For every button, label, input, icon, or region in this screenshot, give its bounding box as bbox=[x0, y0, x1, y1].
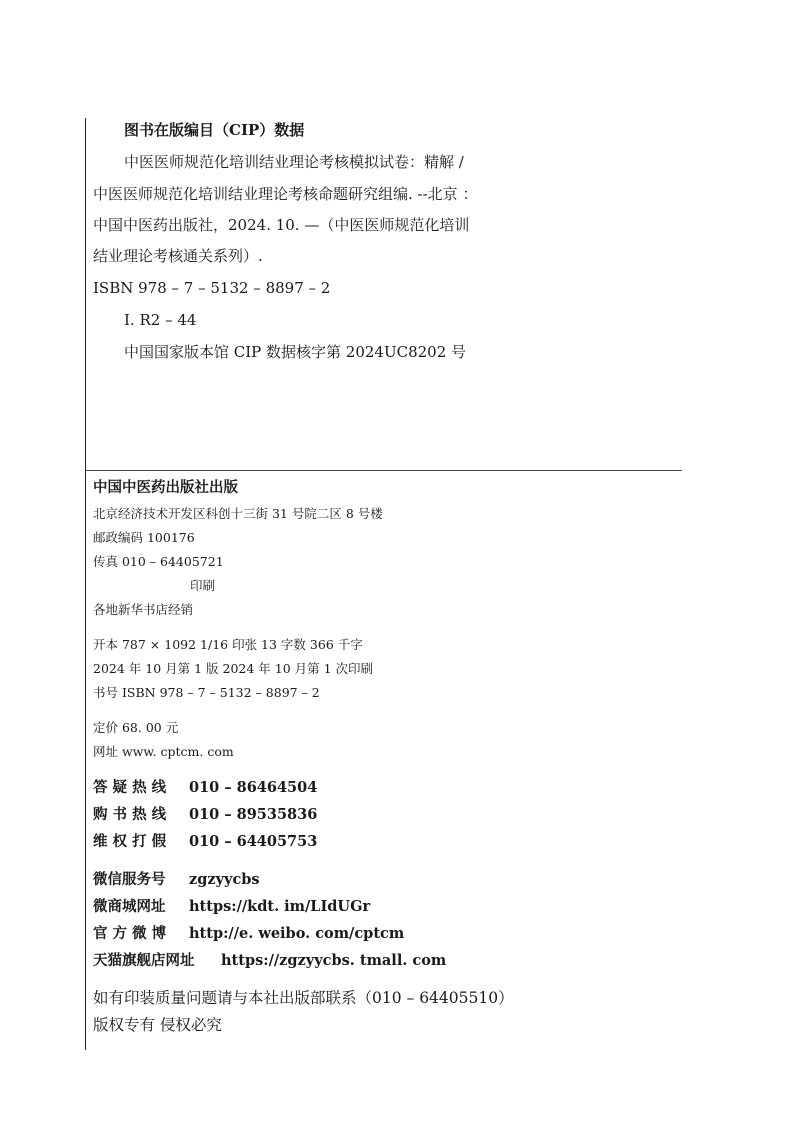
cip-heading: 图书在版编目（CIP）数据 bbox=[124, 121, 305, 139]
cip-line-4: 结业理论考核通关系列）. bbox=[93, 247, 263, 265]
weibo-label: 官 方 微 博 bbox=[93, 925, 167, 942]
hotline-antipiracy-label: 维 权 打 假 bbox=[93, 833, 167, 850]
hotline-qa-label: 答 疑 热 线 bbox=[93, 779, 167, 796]
wechat-label: 微信服务号 bbox=[93, 871, 166, 888]
left-margin-rule bbox=[85, 118, 86, 1050]
quality-notice: 如有印装质量问题请与本社出版部联系（010 – 64405510） bbox=[93, 989, 514, 1007]
hotline-purchase-label: 购 书 热 线 bbox=[93, 806, 167, 823]
cip-line-3: 中国中医药出版社，2024. 10. —（中医医师规范化培训 bbox=[93, 216, 470, 234]
tmall-label: 天猫旗舰店网址 bbox=[93, 952, 195, 969]
publisher-name: 中国中医药出版社出版 bbox=[93, 479, 238, 496]
book-number: 书号 ISBN 978 – 7 – 5132 – 8897 – 2 bbox=[93, 685, 320, 700]
hotline-antipiracy-number: 010 – 64405753 bbox=[189, 833, 318, 850]
postal-code: 邮政编码 100176 bbox=[93, 530, 195, 545]
micro-mall-link[interactable]: https://kdt. im/LIdUGr bbox=[189, 898, 371, 915]
hotline-purchase-number: 010 – 89535836 bbox=[189, 806, 318, 823]
price: 定价 68. 00 元 bbox=[93, 720, 179, 735]
edition-info: 2024 年 10 月第 1 版 2024 年 10 月第 1 次印刷 bbox=[93, 661, 374, 676]
hotline-qa-number: 010 – 86464504 bbox=[189, 779, 318, 796]
wechat-id: zgzyycbs bbox=[189, 871, 260, 888]
copyright-notice: 版权专有 侵权必究 bbox=[93, 1016, 222, 1034]
distributor: 各地新华书店经销 bbox=[93, 602, 194, 617]
cip-record-number: 中国国家版本馆 CIP 数据核字第 2024UC8202 号 bbox=[124, 343, 467, 361]
weibo-link[interactable]: http://e. weibo. com/cptcm bbox=[189, 925, 405, 942]
section-divider bbox=[86, 470, 682, 471]
publisher-address: 北京经济技术开发区科创十三街 31 号院二区 8 号楼 bbox=[93, 506, 383, 521]
cip-isbn: ISBN 978 – 7 – 5132 – 8897 – 2 bbox=[93, 279, 331, 297]
cip-classification: Ⅰ. R2 – 44 bbox=[124, 311, 197, 329]
micro-mall-label: 微商城网址 bbox=[93, 898, 166, 915]
website: 网址 www. cptcm. com bbox=[93, 744, 234, 759]
tmall-link[interactable]: https://zgzyycbs. tmall. com bbox=[221, 952, 447, 969]
printer-label: 印刷 bbox=[190, 578, 216, 593]
book-format: 开本 787 × 1092 1/16 印张 13 字数 366 千字 bbox=[93, 637, 363, 652]
cip-line-2: 中医医师规范化培训结业理论考核命题研究组编. --北京 ： bbox=[93, 185, 478, 203]
cip-line-1: 中医医师规范化培训结业理论考核模拟试卷：精解 / bbox=[124, 153, 464, 171]
fax-number: 传真 010 – 64405721 bbox=[93, 554, 224, 569]
